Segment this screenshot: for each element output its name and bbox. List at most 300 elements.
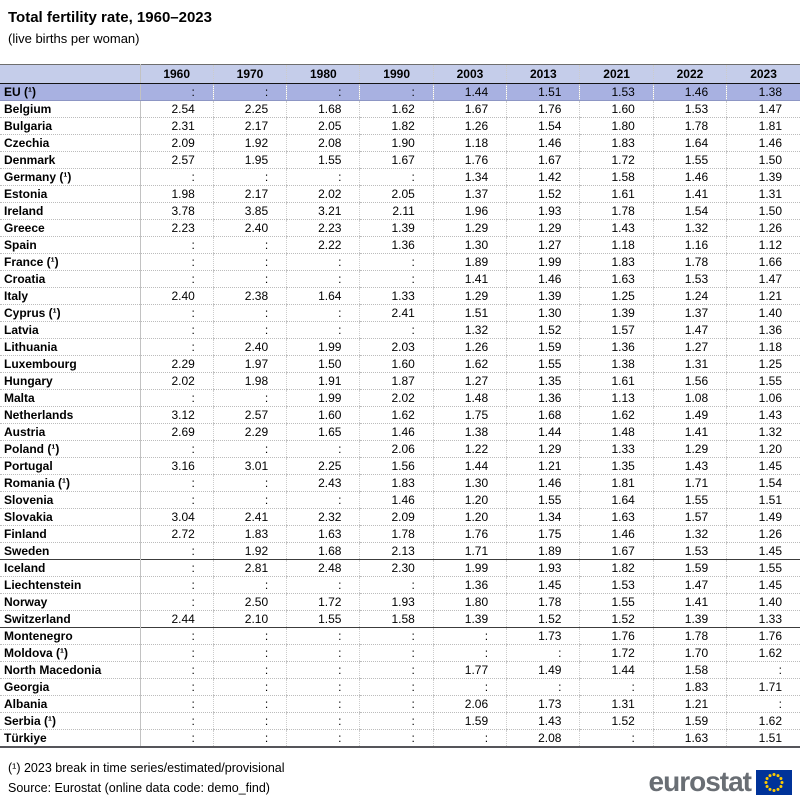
table-row — [0, 458, 800, 475]
cell-value: 1.64 — [653, 135, 726, 152]
cell-value: 1.62 — [360, 407, 433, 424]
cell-value: : — [287, 679, 360, 696]
cell-value: 1.44 — [507, 424, 580, 441]
cell-value: : — [287, 492, 360, 509]
cell-value: 1.33 — [360, 288, 433, 305]
cell-value: 1.67 — [580, 543, 653, 560]
cell-value: 1.58 — [360, 611, 433, 628]
cell-value: : — [140, 577, 213, 594]
table-row — [0, 713, 800, 730]
row-label: Slovenia — [0, 492, 140, 509]
cell-value: 2.81 — [213, 560, 286, 577]
cell-value: 1.29 — [433, 288, 506, 305]
row-label: Denmark — [0, 152, 140, 169]
cell-value: 1.59 — [507, 339, 580, 356]
year-column-header: 2022 — [653, 65, 726, 84]
cell-value: 1.32 — [653, 526, 726, 543]
cell-value: 1.66 — [727, 254, 800, 271]
year-column-header: 1970 — [213, 65, 286, 84]
cell-value: 1.67 — [433, 101, 506, 118]
cell-value: : — [140, 271, 213, 288]
cell-value: 1.35 — [580, 458, 653, 475]
cell-value: 2.40 — [140, 288, 213, 305]
source-text: Source: Eurostat (online data code: demo_find) — [8, 781, 270, 795]
cell-value: 1.26 — [433, 118, 506, 135]
row-label: Germany (¹) — [0, 169, 140, 186]
cell-value: : — [140, 645, 213, 662]
cell-value: 1.64 — [580, 492, 653, 509]
corner-cell — [0, 65, 140, 84]
cell-value: : — [213, 679, 286, 696]
cell-value: 1.18 — [727, 339, 800, 356]
cell-value: 1.32 — [653, 220, 726, 237]
cell-value: 2.03 — [360, 339, 433, 356]
year-column-header: 2013 — [507, 65, 580, 84]
cell-value: 1.82 — [360, 118, 433, 135]
cell-value: 2.25 — [213, 101, 286, 118]
row-label: Georgia — [0, 679, 140, 696]
table-row — [0, 339, 800, 356]
row-label: Montenegro — [0, 628, 140, 645]
row-label: Luxembourg — [0, 356, 140, 373]
page-subtitle: (live births per woman) — [8, 31, 140, 46]
cell-value: 1.30 — [507, 305, 580, 322]
fertility-table — [0, 64, 800, 748]
cell-value: : — [140, 339, 213, 356]
cell-value: 1.53 — [653, 101, 726, 118]
row-label: Estonia — [0, 186, 140, 203]
cell-value: 1.68 — [287, 543, 360, 560]
cell-value: 1.22 — [433, 441, 506, 458]
cell-value: 2.57 — [213, 407, 286, 424]
row-label: Poland (¹) — [0, 441, 140, 458]
cell-value: : — [140, 713, 213, 730]
cell-value: 1.78 — [360, 526, 433, 543]
cell-value: 1.20 — [727, 441, 800, 458]
cell-value: 1.39 — [507, 288, 580, 305]
cell-value: : — [360, 645, 433, 662]
cell-value: 1.71 — [433, 543, 506, 560]
cell-value: 1.39 — [580, 305, 653, 322]
cell-value: 1.47 — [727, 101, 800, 118]
row-label: Netherlands — [0, 407, 140, 424]
cell-value: : — [287, 322, 360, 339]
cell-value: 1.97 — [213, 356, 286, 373]
cell-value: 1.60 — [580, 101, 653, 118]
cell-value: : — [140, 560, 213, 577]
cell-value: 2.30 — [360, 560, 433, 577]
year-column-header: 2021 — [580, 65, 653, 84]
cell-value: 1.40 — [727, 594, 800, 611]
table-row — [0, 135, 800, 152]
cell-value: 1.87 — [360, 373, 433, 390]
cell-value: 1.50 — [727, 203, 800, 220]
cell-value: 1.36 — [727, 322, 800, 339]
cell-value: 1.81 — [580, 475, 653, 492]
cell-value: 1.77 — [433, 662, 506, 679]
cell-value: 1.21 — [727, 288, 800, 305]
cell-value: 1.21 — [653, 696, 726, 713]
cell-value: 1.47 — [653, 322, 726, 339]
cell-value: 1.93 — [360, 594, 433, 611]
cell-value: : — [140, 322, 213, 339]
cell-value: 2.23 — [140, 220, 213, 237]
header-row — [0, 65, 800, 84]
table-row — [0, 101, 800, 118]
table-row — [0, 373, 800, 390]
cell-value: 1.82 — [580, 560, 653, 577]
cell-value: 2.22 — [287, 237, 360, 254]
cell-value: : — [213, 237, 286, 254]
cell-value: 2.69 — [140, 424, 213, 441]
cell-value: 1.44 — [433, 84, 506, 101]
cell-value: : — [287, 645, 360, 662]
cell-value: 1.27 — [653, 339, 726, 356]
cell-value: : — [360, 322, 433, 339]
cell-value: : — [287, 305, 360, 322]
cell-value: 1.71 — [727, 679, 800, 696]
cell-value: 3.12 — [140, 407, 213, 424]
cell-value: 1.43 — [727, 407, 800, 424]
cell-value: : — [213, 322, 286, 339]
cell-value: 1.55 — [727, 373, 800, 390]
cell-value: 2.57 — [140, 152, 213, 169]
cell-value: 1.42 — [507, 169, 580, 186]
table-row — [0, 407, 800, 424]
cell-value: 1.51 — [727, 492, 800, 509]
cell-value: 1.33 — [580, 441, 653, 458]
cell-value: : — [213, 390, 286, 407]
cell-value: 2.40 — [213, 220, 286, 237]
cell-value: : — [360, 254, 433, 271]
cell-value: 1.13 — [580, 390, 653, 407]
cell-value: 1.62 — [433, 356, 506, 373]
cell-value: 1.12 — [727, 237, 800, 254]
row-label: Hungary — [0, 373, 140, 390]
row-label: Sweden — [0, 543, 140, 560]
cell-value: 1.46 — [653, 169, 726, 186]
cell-value: 1.51 — [507, 84, 580, 101]
cell-value: 2.23 — [287, 220, 360, 237]
cell-value: 1.67 — [360, 152, 433, 169]
cell-value: 1.83 — [653, 679, 726, 696]
cell-value: 1.59 — [653, 713, 726, 730]
table-row — [0, 509, 800, 526]
cell-value: 1.44 — [580, 662, 653, 679]
cell-value: : — [213, 645, 286, 662]
cell-value: 1.55 — [727, 560, 800, 577]
cell-value: 2.41 — [213, 509, 286, 526]
row-label: Bulgaria — [0, 118, 140, 135]
cell-value: 1.45 — [727, 458, 800, 475]
table-row — [0, 356, 800, 373]
cell-value: 1.47 — [727, 271, 800, 288]
cell-value: 1.63 — [580, 509, 653, 526]
cell-value: 2.44 — [140, 611, 213, 628]
cell-value: : — [433, 679, 506, 696]
cell-value: 1.91 — [287, 373, 360, 390]
table-row — [0, 220, 800, 237]
cell-value: 1.72 — [580, 152, 653, 169]
row-label: Ireland — [0, 203, 140, 220]
cell-value: 1.55 — [653, 492, 726, 509]
cell-value: 2.05 — [360, 186, 433, 203]
cell-value: 1.44 — [433, 458, 506, 475]
table-row — [0, 186, 800, 203]
cell-value: 1.49 — [507, 662, 580, 679]
footnote-text: (¹) 2023 break in time series/estimated/provisional — [8, 761, 285, 775]
cell-value: 1.83 — [360, 475, 433, 492]
cell-value: 1.20 — [433, 492, 506, 509]
cell-value: 3.04 — [140, 509, 213, 526]
cell-value: 1.75 — [433, 407, 506, 424]
cell-value: 1.29 — [433, 220, 506, 237]
row-label: Türkiye — [0, 730, 140, 748]
cell-value: 1.78 — [580, 203, 653, 220]
cell-value: 1.99 — [507, 254, 580, 271]
row-label: Lithuania — [0, 339, 140, 356]
cell-value: : — [287, 696, 360, 713]
cell-value: 1.83 — [580, 135, 653, 152]
cell-value: 1.24 — [653, 288, 726, 305]
row-label: Portugal — [0, 458, 140, 475]
cell-value: 1.36 — [360, 237, 433, 254]
row-label: Finland — [0, 526, 140, 543]
table-row — [0, 118, 800, 135]
cell-value: 1.78 — [507, 594, 580, 611]
cell-value: : — [213, 254, 286, 271]
cell-value: 2.43 — [287, 475, 360, 492]
cell-value: : — [287, 628, 360, 645]
cell-value: : — [140, 696, 213, 713]
cell-value: : — [140, 543, 213, 560]
cell-value: : — [287, 84, 360, 101]
table-row — [0, 628, 800, 645]
cell-value: 1.52 — [507, 186, 580, 203]
table-row — [0, 679, 800, 696]
cell-value: 1.63 — [287, 526, 360, 543]
cell-value: 1.48 — [433, 390, 506, 407]
table-row — [0, 305, 800, 322]
cell-value: 1.53 — [580, 84, 653, 101]
cell-value: : — [360, 662, 433, 679]
eurostat-wordmark: eurostat — [648, 766, 751, 796]
cell-value: 1.49 — [727, 509, 800, 526]
cell-value: 1.59 — [653, 560, 726, 577]
cell-value: 1.61 — [580, 373, 653, 390]
cell-value: 1.53 — [580, 577, 653, 594]
cell-value: : — [433, 645, 506, 662]
cell-value: : — [507, 645, 580, 662]
row-label: Spain — [0, 237, 140, 254]
year-column-header: 2023 — [727, 65, 800, 84]
cell-value: 1.31 — [580, 696, 653, 713]
cell-value: 2.17 — [213, 186, 286, 203]
cell-value: 1.89 — [507, 543, 580, 560]
row-label: Czechia — [0, 135, 140, 152]
cell-value: 1.25 — [580, 288, 653, 305]
cell-value: 1.25 — [727, 356, 800, 373]
cell-value: 1.49 — [653, 407, 726, 424]
cell-value: : — [140, 628, 213, 645]
cell-value: 1.55 — [653, 152, 726, 169]
cell-value: 1.60 — [360, 356, 433, 373]
row-label: Austria — [0, 424, 140, 441]
cell-value: 1.26 — [727, 220, 800, 237]
cell-value: : — [287, 713, 360, 730]
cell-value: 1.45 — [507, 577, 580, 594]
group-candidate-other-countries — [0, 628, 800, 748]
cell-value: 1.54 — [653, 203, 726, 220]
year-column-header: 1960 — [140, 65, 213, 84]
cell-value: : — [213, 492, 286, 509]
cell-value: 1.92 — [213, 543, 286, 560]
cell-value: 3.21 — [287, 203, 360, 220]
cell-value: 1.29 — [507, 441, 580, 458]
cell-value: : — [213, 696, 286, 713]
table-row — [0, 169, 800, 186]
cell-value: : — [360, 679, 433, 696]
cell-value: : — [213, 577, 286, 594]
cell-value: 1.53 — [653, 543, 726, 560]
cell-value: 2.48 — [287, 560, 360, 577]
cell-value: : — [360, 628, 433, 645]
cell-value: 1.30 — [433, 237, 506, 254]
cell-value: 1.36 — [507, 390, 580, 407]
row-label: Serbia (¹) — [0, 713, 140, 730]
cell-value: : — [287, 730, 360, 748]
cell-value: 1.98 — [213, 373, 286, 390]
cell-value: : — [287, 662, 360, 679]
cell-value: : — [140, 662, 213, 679]
cell-value: 2.29 — [140, 356, 213, 373]
cell-value: 1.93 — [507, 560, 580, 577]
cell-value: 1.54 — [727, 475, 800, 492]
cell-value: 2.10 — [213, 611, 286, 628]
cell-value: 2.32 — [287, 509, 360, 526]
group-eu-aggregate — [0, 84, 800, 101]
cell-value: 1.76 — [433, 152, 506, 169]
cell-value: 1.72 — [287, 594, 360, 611]
cell-value: 1.46 — [727, 135, 800, 152]
cell-value: 1.65 — [287, 424, 360, 441]
cell-value: 1.54 — [507, 118, 580, 135]
cell-value: 2.08 — [287, 135, 360, 152]
cell-value: : — [140, 84, 213, 101]
eu-flag-icon — [756, 770, 792, 795]
cell-value: 1.46 — [653, 84, 726, 101]
cell-value: 1.68 — [287, 101, 360, 118]
table-row — [0, 492, 800, 509]
row-label: Latvia — [0, 322, 140, 339]
cell-value: 1.43 — [580, 220, 653, 237]
cell-value: 1.41 — [653, 186, 726, 203]
cell-value: : — [213, 662, 286, 679]
cell-value: : — [140, 254, 213, 271]
row-label: Romania (¹) — [0, 475, 140, 492]
cell-value: 2.54 — [140, 101, 213, 118]
cell-value: 1.98 — [140, 186, 213, 203]
cell-value: 1.99 — [433, 560, 506, 577]
cell-value: 1.89 — [433, 254, 506, 271]
notes-block — [8, 758, 285, 796]
eurostat-logo — [649, 768, 792, 796]
cell-value: 1.34 — [507, 509, 580, 526]
table-row — [0, 526, 800, 543]
cell-value: 1.46 — [580, 526, 653, 543]
cell-value: : — [140, 679, 213, 696]
cell-value: 2.29 — [213, 424, 286, 441]
cell-value: 1.62 — [727, 645, 800, 662]
cell-value: 3.01 — [213, 458, 286, 475]
table-row — [0, 441, 800, 458]
cell-value: 1.33 — [727, 611, 800, 628]
cell-value: 1.71 — [653, 475, 726, 492]
cell-value: 1.47 — [653, 577, 726, 594]
cell-value: 2.50 — [213, 594, 286, 611]
cell-value: 2.05 — [287, 118, 360, 135]
cell-value: 1.39 — [360, 220, 433, 237]
cell-value: 1.78 — [653, 254, 726, 271]
cell-value: 1.16 — [653, 237, 726, 254]
cell-value: : — [727, 662, 800, 679]
row-label: Belgium — [0, 101, 140, 118]
cell-value: 1.37 — [653, 305, 726, 322]
cell-value: 1.46 — [360, 492, 433, 509]
cell-value: : — [140, 730, 213, 748]
cell-value: 1.52 — [507, 322, 580, 339]
cell-value: : — [287, 169, 360, 186]
cell-value: 1.78 — [653, 628, 726, 645]
cell-value: 1.52 — [507, 611, 580, 628]
cell-value: 1.45 — [727, 543, 800, 560]
year-column-header: 1980 — [287, 65, 360, 84]
cell-value: 2.38 — [213, 288, 286, 305]
year-column-header: 1990 — [360, 65, 433, 84]
cell-value: : — [287, 441, 360, 458]
cell-value: : — [213, 441, 286, 458]
cell-value: 2.40 — [213, 339, 286, 356]
cell-value: : — [213, 271, 286, 288]
row-label: Switzerland — [0, 611, 140, 628]
cell-value: : — [360, 696, 433, 713]
group-efta-countries — [0, 560, 800, 628]
cell-value: 1.41 — [653, 594, 726, 611]
cell-value: 1.45 — [727, 577, 800, 594]
cell-value: 1.26 — [727, 526, 800, 543]
cell-value: 1.61 — [580, 186, 653, 203]
cell-value: : — [360, 730, 433, 748]
cell-value: : — [287, 254, 360, 271]
cell-value: 1.99 — [287, 390, 360, 407]
cell-value: 1.30 — [433, 475, 506, 492]
cell-value: 1.53 — [653, 271, 726, 288]
cell-value: 1.62 — [360, 101, 433, 118]
cell-value: 1.43 — [653, 458, 726, 475]
cell-value: 1.76 — [580, 628, 653, 645]
cell-value: 2.08 — [507, 730, 580, 748]
table-row — [0, 611, 800, 628]
table-row — [0, 696, 800, 713]
cell-value: 1.41 — [653, 424, 726, 441]
figure-header — [0, 0, 800, 47]
cell-value: 1.52 — [580, 713, 653, 730]
row-label: Cyprus (¹) — [0, 305, 140, 322]
table-row — [0, 560, 800, 577]
table-row — [0, 424, 800, 441]
cell-value: 1.63 — [653, 730, 726, 748]
cell-value: 2.09 — [360, 509, 433, 526]
